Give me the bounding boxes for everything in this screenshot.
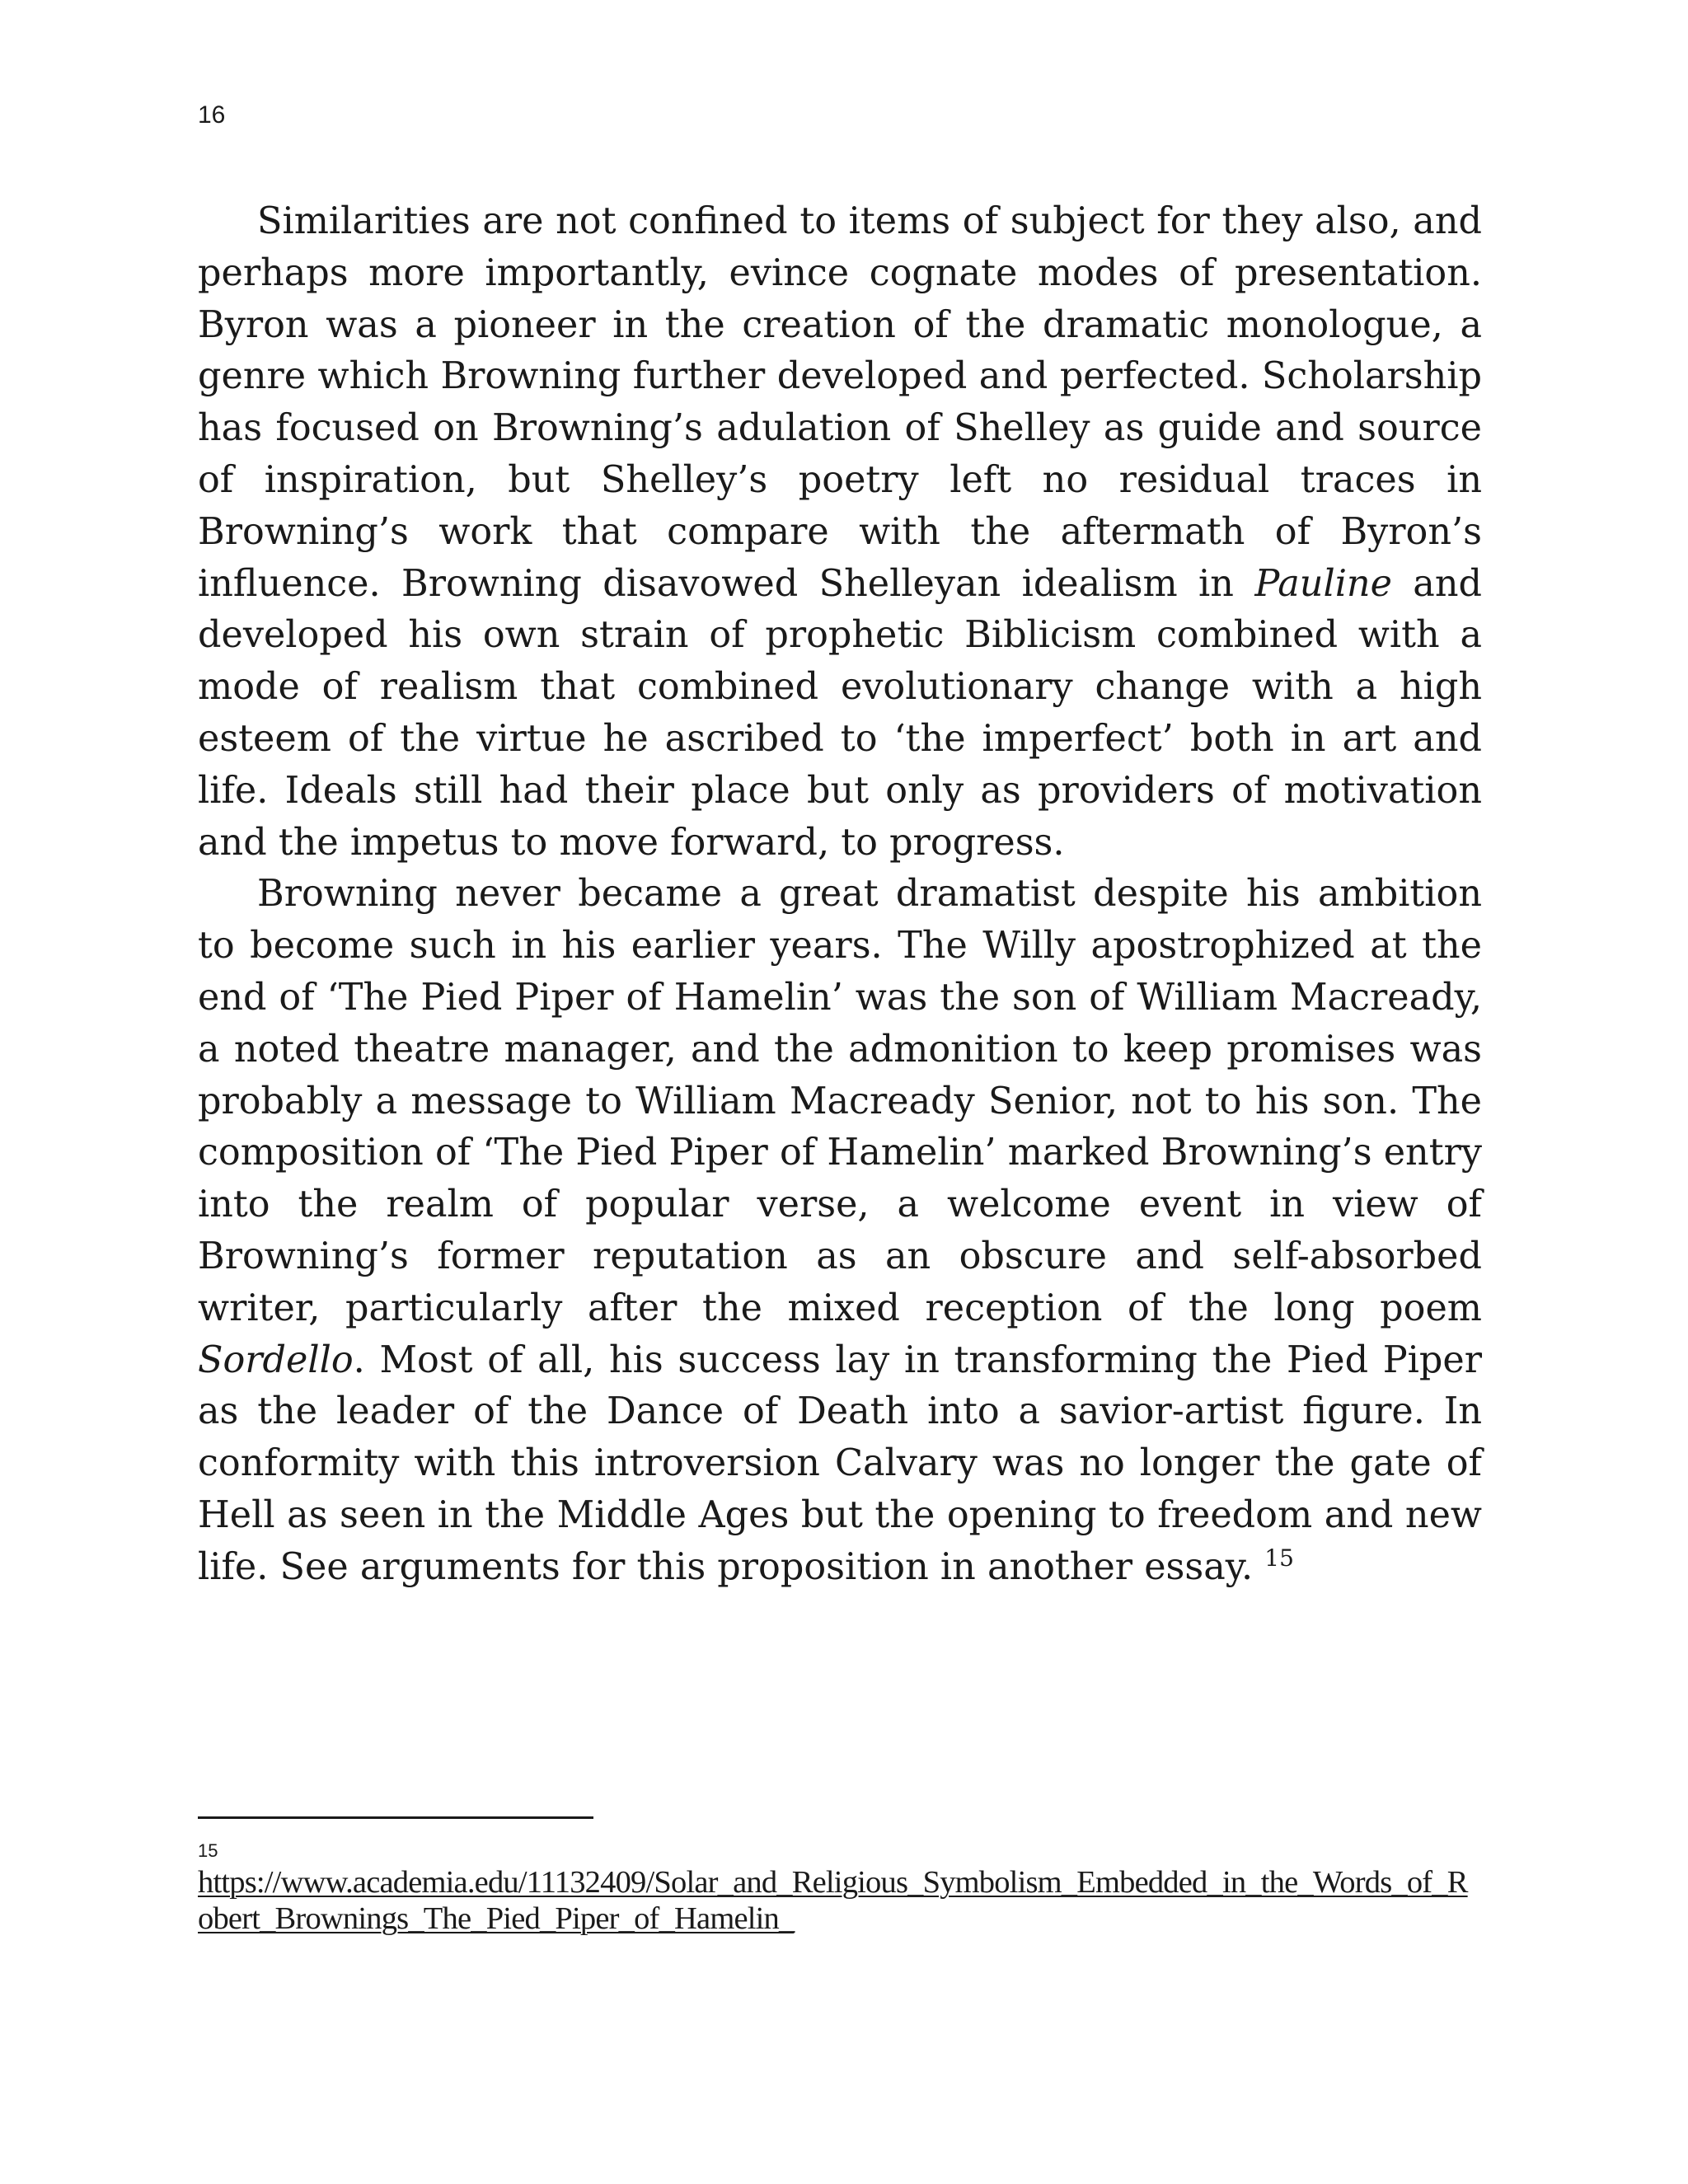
main-text <box>198 196 1482 1594</box>
paragraph-1-text-b: and developed his own strain of prophetic Biblicism combined with a mode of realism that combined evolutionary change with a high esteem of the virtue he ascribed to ‘the imperfect’ both in art and life. Ideals still had their place but only as providers of motivation and the impetus to move forward, to progress. <box>198 562 1482 864</box>
paragraph-1-text-a: Similarities are not confined to items of subject for they also, and perhaps more importantly, evince cognate modes of presentation. Byron was a pioneer in the creation of the dramatic monologue, a genre which Browning further developed and perfected. Scholarship has focused on Browning’s adulation of Shelley as guide and source of inspiration, but Shelley’s poetry left no residual traces in Browning’s work that compare with the aftermath of Byron’s influence. Browning disavowed Shelleyan idealism in <box>198 200 1482 605</box>
footnote-number: 15 <box>198 1840 218 1861</box>
title-pauline: Pauline <box>1254 562 1392 605</box>
paragraph-2-text-a: Browning never became a great dramatist despite his ambition to become such in his earlier years. The Willy apostrophized at the end of ‘The Pied Piper of Hamelin’ was the son of William Macready, a noted theatre manager, and the admonition to keep promises was probably a message to William Macready Senior, not to his son. The composition of ‘The Pied Piper of Hamelin’ marked Browning’s entry into the realm of popular verse, a welcome event in view of Browning’s former reputation as an obscure and self-absorbed writer, particularly after the mixed reception of the long poem <box>198 873 1482 1329</box>
footnote-link[interactable]: https://www.academia.edu/11132409/Solar_and_Religious_Symbolism_Embedded_in_the_Words_of_Robert_Brownings_The_Pied_Piper_of_Hamelin_ <box>198 1865 1468 1936</box>
page-number: 16 <box>198 101 226 129</box>
footnote-separator <box>198 1816 593 1819</box>
footnote-reference[interactable]: 15 <box>1264 1544 1294 1572</box>
paragraph-1 <box>198 196 1482 869</box>
paragraph-2-text-b: . Most of all, his success lay in transforming the Pied Piper as the leader of the Dance of Death into a savior-artist figure. In conformity with this introversion Calvary was no longer the gate of Hell as seen in the Middle Ages but the opening to freedom and new life. See arguments for this proposition in another essay. <box>198 1338 1482 1588</box>
title-sordello: Sordello <box>198 1338 354 1381</box>
paragraph-2 <box>198 869 1482 1593</box>
